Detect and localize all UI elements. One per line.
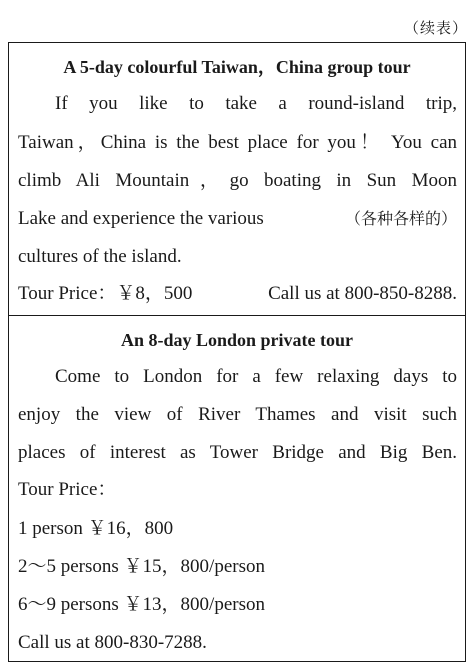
tour-price-label: Tour Price：	[18, 479, 117, 500]
tour-price-item: 2～5 persons ￥15，800/person	[18, 556, 265, 577]
tour-text-line: climb Ali Mountain，go boating in Sun Moon	[18, 170, 457, 191]
tour-text-line: Taiwan，China is the best place for you！ You can	[18, 132, 457, 153]
tour-price-item: 1 person ￥16，800	[18, 518, 174, 539]
tour-cell-london	[9, 315, 465, 661]
continued-label: （续表）	[403, 19, 468, 37]
tour-contact-taiwan: Call us at 800-850-8288.	[268, 283, 457, 304]
tour-contact-london: Call us at 800-830-7288.	[18, 632, 207, 653]
tour-text-line: places of interest as Tower Bridge and Big Ben.	[18, 442, 457, 463]
tour-title-taiwan: A 5-day colourful Taiwan，China group tour	[63, 57, 411, 77]
tour-text-line: If you like to take a round-island trip,	[55, 93, 457, 114]
tour-text-line: cultures of the island.	[18, 246, 182, 267]
tour-table	[8, 42, 466, 662]
tour-price-line	[18, 281, 457, 307]
tour-text-line: Come to London for a few relaxing days to	[55, 366, 457, 387]
tour-text-line: enjoy the view of River Thames and visit such	[18, 404, 457, 425]
tour-text-segment: Lake and experience the various	[18, 208, 264, 229]
tour-price-item: 6～9 persons ￥13，800/person	[18, 594, 265, 615]
tour-price-taiwan: Tour Price：￥8，500	[18, 283, 193, 304]
tour-text-line	[18, 206, 457, 232]
tour-title-london: An 8-day London private tour	[120, 330, 354, 350]
tour-cell-taiwan	[9, 43, 465, 315]
chinese-note: （各种各样的）	[344, 209, 457, 228]
